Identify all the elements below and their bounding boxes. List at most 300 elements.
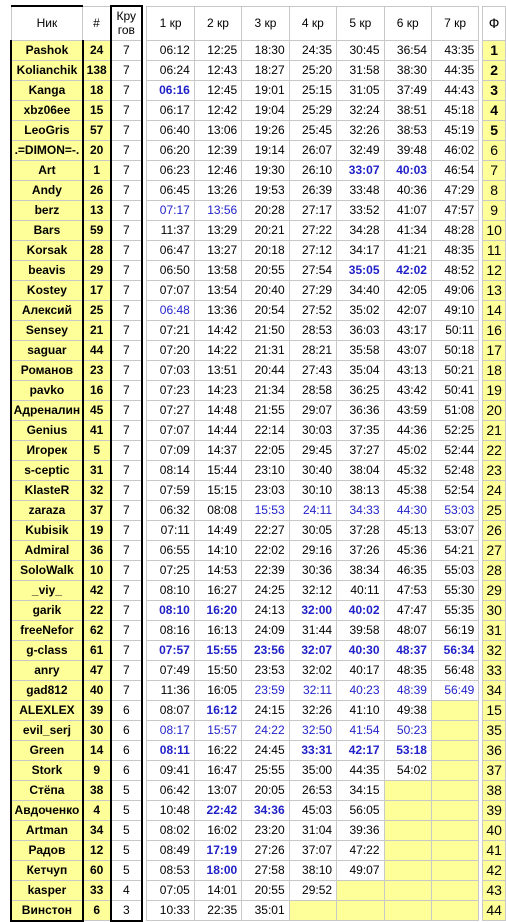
nick-cell: Kostey — [11, 280, 83, 300]
lap-time-cell — [384, 780, 431, 800]
lap-time-cell: 52:25 — [431, 420, 478, 440]
nick-cell: Винстон — [11, 900, 83, 921]
number-cell: 44 — [83, 340, 111, 360]
place-cell: 24 — [483, 480, 506, 500]
lap-time-cell: 42:17 — [337, 740, 384, 760]
table-row — [11, 200, 506, 220]
number-cell: 41 — [83, 420, 111, 440]
number-cell: 22 — [83, 600, 111, 620]
lap-time-cell: 47:22 — [337, 840, 384, 860]
lap-time-cell: 32:02 — [289, 660, 336, 680]
place-cell: 43 — [483, 880, 506, 900]
lap-time-cell: 15:55 — [194, 640, 241, 660]
lap-time-cell: 48:35 — [384, 660, 431, 680]
lap-time-cell — [337, 880, 384, 900]
lap-time-cell: 50:23 — [384, 720, 431, 740]
lap-time-cell: 36:03 — [337, 320, 384, 340]
number-cell: 14 — [83, 740, 111, 760]
number-cell: 33 — [83, 880, 111, 900]
lap-time-cell: 56:48 — [431, 660, 478, 680]
lap-time-cell: 56:34 — [431, 640, 478, 660]
lap-time-cell: 24:15 — [242, 700, 289, 720]
lap-time-cell: 38:53 — [384, 120, 431, 140]
lap-time-cell: 14:53 — [194, 560, 241, 580]
lap-time-cell: 43:42 — [384, 380, 431, 400]
lap-time-cell: 53:07 — [431, 520, 478, 540]
lap-time-cell: 41:34 — [384, 220, 431, 240]
lap-time-cell: 07:05 — [147, 880, 194, 900]
table-row — [11, 240, 506, 260]
lap-time-cell: 34:33 — [337, 500, 384, 520]
lap-time-cell: 55:35 — [431, 600, 478, 620]
lap-time-cell: 13:58 — [194, 260, 241, 280]
lap-time-cell: 22:14 — [242, 420, 289, 440]
laps-count-cell: 7 — [111, 160, 143, 180]
place-cell: 41 — [483, 840, 506, 860]
lap-time-cell: 07:07 — [147, 280, 194, 300]
nick-cell: beavis — [11, 260, 83, 280]
number-cell: 19 — [83, 520, 111, 540]
nick-cell: Andy — [11, 180, 83, 200]
lap-time-cell: 48:52 — [431, 260, 478, 280]
number-cell: 12 — [83, 840, 111, 860]
table-row — [11, 400, 506, 420]
lap-time-cell: 45:03 — [289, 800, 336, 820]
lap-time-cell: 35:02 — [337, 300, 384, 320]
lap-time-cell: 33:07 — [337, 160, 384, 180]
lap-time-cell: 35:04 — [337, 360, 384, 380]
lap-time-cell: 47:57 — [431, 200, 478, 220]
lap-time-cell: 08:14 — [147, 460, 194, 480]
lap-time-cell: 36:36 — [337, 400, 384, 420]
nick-cell: pavko — [11, 380, 83, 400]
lap-time-cell: 50:18 — [431, 340, 478, 360]
lap-time-cell: 12:46 — [194, 160, 241, 180]
table-row — [11, 760, 506, 780]
table-row — [11, 300, 506, 320]
lap-time-cell: 38:04 — [337, 460, 384, 480]
lap-time-cell: 33:52 — [337, 200, 384, 220]
header-laps — [111, 6, 143, 40]
lap-time-cell: 40:11 — [337, 580, 384, 600]
lap-time-cell: 29:45 — [289, 440, 336, 460]
lap-time-cell: 08:53 — [147, 860, 194, 880]
place-cell: 27 — [483, 540, 506, 560]
lap-time-cell: 08:07 — [147, 700, 194, 720]
nick-cell: Stork — [11, 760, 83, 780]
lap-time-cell: 39:48 — [384, 140, 431, 160]
table-row — [11, 480, 506, 500]
lap-time-cell: 41:07 — [384, 200, 431, 220]
nick-cell: .=DIMON=-. — [11, 140, 83, 160]
lap-time-cell: 30:45 — [337, 40, 384, 60]
lap-time-cell: 16:47 — [194, 760, 241, 780]
lap-time-cell: 35:00 — [289, 760, 336, 780]
lap-time-cell: 23:10 — [242, 460, 289, 480]
lap-time-cell: 21:31 — [242, 340, 289, 360]
lap-time-cell: 20:28 — [242, 200, 289, 220]
table-row — [11, 900, 506, 921]
lap-time-cell: 33:48 — [337, 180, 384, 200]
lap-time-cell: 28:21 — [289, 340, 336, 360]
lap-time-cell: 41:54 — [337, 720, 384, 740]
number-cell: 42 — [83, 580, 111, 600]
lap-time-cell: 07:03 — [147, 360, 194, 380]
lap-time-cell: 22:02 — [242, 540, 289, 560]
lap-time-cell: 49:06 — [431, 280, 478, 300]
lap-time-cell: 13:07 — [194, 780, 241, 800]
lap-time-cell — [337, 900, 384, 921]
header-laps-line2: гов — [117, 23, 135, 38]
number-cell: 45 — [83, 400, 111, 420]
lap-time-cell: 46:02 — [431, 140, 478, 160]
lap-time-cell: 14:22 — [194, 340, 241, 360]
lap-time-cell: 16:05 — [194, 680, 241, 700]
laps-count-cell: 7 — [111, 180, 143, 200]
laps-count-cell: 7 — [111, 400, 143, 420]
lap-time-cell: 37:28 — [337, 520, 384, 540]
lap-time-cell: 06:16 — [147, 80, 194, 100]
lap-time-cell: 07:57 — [147, 640, 194, 660]
place-cell: 23 — [483, 460, 506, 480]
laps-count-cell: 7 — [111, 640, 143, 660]
lap-time-cell: 13:29 — [194, 220, 241, 240]
lap-time-cell: 19:04 — [242, 100, 289, 120]
lap-time-cell: 20:05 — [242, 780, 289, 800]
lap-time-cell: 12:42 — [194, 100, 241, 120]
table-row — [11, 340, 506, 360]
table-row — [11, 660, 506, 680]
lap-time-cell: 56:19 — [431, 620, 478, 640]
lap-time-cell: 14:01 — [194, 880, 241, 900]
lap-time-cell: 31:04 — [289, 820, 336, 840]
nick-cell: Korsak — [11, 240, 83, 260]
lap-time-cell: 06:24 — [147, 60, 194, 80]
number-cell: 62 — [83, 620, 111, 640]
lap-time-cell: 06:23 — [147, 160, 194, 180]
place-cell: 9 — [483, 200, 506, 220]
lap-time-cell: 14:10 — [194, 540, 241, 560]
table-row — [11, 720, 506, 740]
lap-time-cell: 06:45 — [147, 180, 194, 200]
lap-time-cell — [431, 780, 478, 800]
laps-count-cell: 7 — [111, 500, 143, 520]
lap-time-cell: 24:22 — [242, 720, 289, 740]
lap-time-cell: 37:49 — [384, 80, 431, 100]
header-lap-5: 5 кр — [337, 6, 384, 40]
nick-cell: Bars — [11, 220, 83, 240]
number-cell: 23 — [83, 360, 111, 380]
nick-cell: KlasteR — [11, 480, 83, 500]
lap-time-cell: 22:42 — [194, 800, 241, 820]
lap-time-cell: 22:27 — [242, 520, 289, 540]
lap-time-cell: 27:26 — [242, 840, 289, 860]
laps-count-cell: 5 — [111, 840, 143, 860]
nick-cell: kasper — [11, 880, 83, 900]
lap-time-cell: 19:53 — [242, 180, 289, 200]
lap-time-cell: 16:20 — [194, 600, 241, 620]
number-cell: 20 — [83, 140, 111, 160]
lap-time-cell — [431, 720, 478, 740]
lap-time-cell: 36:25 — [337, 380, 384, 400]
lap-time-cell: 30:36 — [289, 560, 336, 580]
lap-time-cell: 20:40 — [242, 280, 289, 300]
lap-time-cell: 44:35 — [431, 60, 478, 80]
place-cell: 15 — [483, 700, 506, 720]
number-cell: 60 — [83, 860, 111, 880]
lap-time-cell: 27:12 — [289, 240, 336, 260]
lap-time-cell: 30:05 — [289, 520, 336, 540]
table-row — [11, 180, 506, 200]
number-cell: 37 — [83, 500, 111, 520]
lap-time-cell: 12:45 — [194, 80, 241, 100]
lap-time-cell: 31:05 — [337, 80, 384, 100]
lap-time-cell: 25:20 — [289, 60, 336, 80]
lap-time-cell: 08:17 — [147, 720, 194, 740]
lap-time-cell: 06:20 — [147, 140, 194, 160]
number-cell: 34 — [83, 820, 111, 840]
number-cell: 38 — [83, 780, 111, 800]
lap-time-cell: 24:13 — [242, 600, 289, 620]
place-cell: 42 — [483, 860, 506, 880]
laps-count-cell: 7 — [111, 420, 143, 440]
laps-count-cell: 7 — [111, 80, 143, 100]
lap-time-cell: 56:05 — [337, 800, 384, 820]
lap-time-cell: 53:03 — [431, 500, 478, 520]
laps-count-cell: 7 — [111, 200, 143, 220]
lap-time-cell — [384, 880, 431, 900]
lap-time-cell: 17:19 — [194, 840, 241, 860]
lap-time-cell: 50:11 — [431, 320, 478, 340]
lap-time-cell: 27:58 — [242, 860, 289, 880]
place-cell: 13 — [483, 280, 506, 300]
lap-time-cell: 45:36 — [384, 540, 431, 560]
lap-time-cell: 52:44 — [431, 440, 478, 460]
lap-time-cell: 22:39 — [242, 560, 289, 580]
lap-time-cell: 20:55 — [242, 880, 289, 900]
lap-time-cell: 07:59 — [147, 480, 194, 500]
lap-time-cell: 50:21 — [431, 360, 478, 380]
lap-time-cell: 18:30 — [242, 40, 289, 60]
number-cell: 1 — [83, 160, 111, 180]
lap-time-cell: 14:23 — [194, 380, 241, 400]
lap-time-cell: 37:07 — [289, 840, 336, 860]
header-laps-line1: Кру — [116, 9, 137, 24]
number-cell: 29 — [83, 260, 111, 280]
laps-count-cell: 7 — [111, 340, 143, 360]
header-number: # — [83, 6, 111, 40]
number-cell: 28 — [83, 240, 111, 260]
nick-cell: Kolianchik — [11, 60, 83, 80]
lap-time-cell: 39:58 — [337, 620, 384, 640]
lap-time-cell: 19:14 — [242, 140, 289, 160]
lap-time-cell: 13:51 — [194, 360, 241, 380]
lap-time-cell — [384, 820, 431, 840]
place-cell: 20 — [483, 400, 506, 420]
lap-time-cell: 35:01 — [242, 900, 289, 921]
header-nick: Ник — [11, 6, 83, 40]
lap-time-cell: 32:12 — [289, 580, 336, 600]
nick-cell: Kanga — [11, 80, 83, 100]
number-cell: 59 — [83, 220, 111, 240]
table-row — [11, 520, 506, 540]
lap-time-cell: 48:37 — [384, 640, 431, 660]
nick-cell: anry — [11, 660, 83, 680]
nick-cell: Sensey — [11, 320, 83, 340]
laps-count-cell: 7 — [111, 540, 143, 560]
number-cell: 39 — [83, 700, 111, 720]
lap-time-cell: 23:59 — [242, 680, 289, 700]
lap-time-cell: 32:11 — [289, 680, 336, 700]
lap-time-cell: 27:52 — [289, 300, 336, 320]
lap-time-cell: 56:49 — [431, 680, 478, 700]
lap-time-cell: 40:36 — [384, 180, 431, 200]
lap-time-cell: 25:29 — [289, 100, 336, 120]
lap-time-cell: 07:49 — [147, 660, 194, 680]
lap-time-cell: 40:03 — [384, 160, 431, 180]
place-cell: 2 — [483, 60, 506, 80]
table-row — [11, 420, 506, 440]
lap-time-cell: 45:32 — [384, 460, 431, 480]
lap-time-cell: 07:23 — [147, 380, 194, 400]
lap-time-cell: 15:44 — [194, 460, 241, 480]
nick-cell: garik — [11, 600, 83, 620]
lap-time-cell: 06:50 — [147, 260, 194, 280]
lap-time-cell: 22:35 — [194, 900, 241, 921]
laps-count-cell: 4 — [111, 880, 143, 900]
lap-time-cell: 15:53 — [242, 500, 289, 520]
lap-time-cell: 10:33 — [147, 900, 194, 921]
place-cell: 44 — [483, 900, 506, 921]
number-cell: 32 — [83, 480, 111, 500]
lap-time-cell — [384, 860, 431, 880]
place-cell: 12 — [483, 260, 506, 280]
nick-cell: saguar — [11, 340, 83, 360]
lap-time-cell: 12:43 — [194, 60, 241, 80]
lap-time-cell — [431, 700, 478, 720]
place-cell: 36 — [483, 740, 506, 760]
lap-time-cell: 21:50 — [242, 320, 289, 340]
nick-cell: Genius — [11, 420, 83, 440]
laps-count-cell: 7 — [111, 100, 143, 120]
header-lap-6: 6 кр — [384, 6, 431, 40]
table-row — [11, 440, 506, 460]
place-cell: 21 — [483, 420, 506, 440]
lap-time-cell: 24:45 — [242, 740, 289, 760]
lap-time-cell: 07:20 — [147, 340, 194, 360]
lap-time-cell: 48:39 — [384, 680, 431, 700]
number-cell: 26 — [83, 180, 111, 200]
lap-time-cell — [431, 860, 478, 880]
nick-cell: s-ceptic — [11, 460, 83, 480]
laps-count-cell: 5 — [111, 780, 143, 800]
lap-time-cell: 11:37 — [147, 220, 194, 240]
table-row — [11, 220, 506, 240]
lap-time-cell: 53:18 — [384, 740, 431, 760]
lap-time-cell: 48:07 — [384, 620, 431, 640]
lap-time-cell: 12:39 — [194, 140, 241, 160]
laps-count-cell: 7 — [111, 600, 143, 620]
lap-time-cell: 14:37 — [194, 440, 241, 460]
lap-time-cell: 27:54 — [289, 260, 336, 280]
lap-time-cell: 06:40 — [147, 120, 194, 140]
lap-time-cell: 23:03 — [242, 480, 289, 500]
lap-time-cell: 34:36 — [242, 800, 289, 820]
nick-cell: Кетчуп — [11, 860, 83, 880]
lap-time-cell: 24:09 — [242, 620, 289, 640]
lap-time-cell — [384, 840, 431, 860]
place-cell: 26 — [483, 520, 506, 540]
nick-cell: Авдоченко — [11, 800, 83, 820]
nick-cell: berz — [11, 200, 83, 220]
nick-cell: LeoGris — [11, 120, 83, 140]
lap-time-cell: 40:17 — [337, 660, 384, 680]
lap-time-cell: 42:05 — [384, 280, 431, 300]
lap-time-cell: 43:59 — [384, 400, 431, 420]
number-cell: 24 — [83, 40, 111, 60]
lap-time-cell: 47:29 — [431, 180, 478, 200]
lap-time-cell: 07:07 — [147, 420, 194, 440]
lap-time-cell: 14:44 — [194, 420, 241, 440]
lap-time-cell: 15:15 — [194, 480, 241, 500]
lap-time-cell: 30:40 — [289, 460, 336, 480]
lap-time-cell: 28:58 — [289, 380, 336, 400]
lap-time-cell: 20:55 — [242, 260, 289, 280]
lap-time-cell: 38:34 — [337, 560, 384, 580]
place-cell: 35 — [483, 720, 506, 740]
number-cell: 15 — [83, 100, 111, 120]
lap-time-cell: 13:54 — [194, 280, 241, 300]
lap-time-cell: 26:07 — [289, 140, 336, 160]
laps-count-cell: 7 — [111, 280, 143, 300]
lap-time-cell: 30:03 — [289, 420, 336, 440]
lap-time-cell — [431, 760, 478, 780]
lap-time-cell: 07:09 — [147, 440, 194, 460]
lap-time-cell: 42:02 — [384, 260, 431, 280]
lap-time-cell: 48:35 — [431, 240, 478, 260]
laps-count-cell: 7 — [111, 260, 143, 280]
place-cell: 32 — [483, 640, 506, 660]
lap-time-cell — [431, 820, 478, 840]
number-cell: 25 — [83, 300, 111, 320]
place-cell: 3 — [483, 80, 506, 100]
table-row — [11, 840, 506, 860]
place-cell: 38 — [483, 780, 506, 800]
results-table — [10, 5, 506, 922]
laps-count-cell: 7 — [111, 440, 143, 460]
lap-time-cell: 14:42 — [194, 320, 241, 340]
laps-count-cell: 7 — [111, 360, 143, 380]
place-cell: 1 — [483, 40, 506, 60]
laps-count-cell: 5 — [111, 800, 143, 820]
laps-count-cell: 7 — [111, 300, 143, 320]
laps-count-cell: 7 — [111, 140, 143, 160]
nick-cell: xbz06ee — [11, 100, 83, 120]
lap-time-cell: 32:50 — [289, 720, 336, 740]
nick-cell: Игорек — [11, 440, 83, 460]
table-row — [11, 260, 506, 280]
laps-count-cell: 7 — [111, 480, 143, 500]
lap-time-cell: 26:53 — [289, 780, 336, 800]
laps-count-cell: 7 — [111, 220, 143, 240]
lap-time-cell: 42:07 — [384, 300, 431, 320]
nick-cell: _viy_ — [11, 580, 83, 600]
place-cell: 37 — [483, 760, 506, 780]
place-cell: 40 — [483, 820, 506, 840]
lap-time-cell: 47:53 — [384, 580, 431, 600]
number-cell: 31 — [83, 460, 111, 480]
lap-time-cell: 15:50 — [194, 660, 241, 680]
